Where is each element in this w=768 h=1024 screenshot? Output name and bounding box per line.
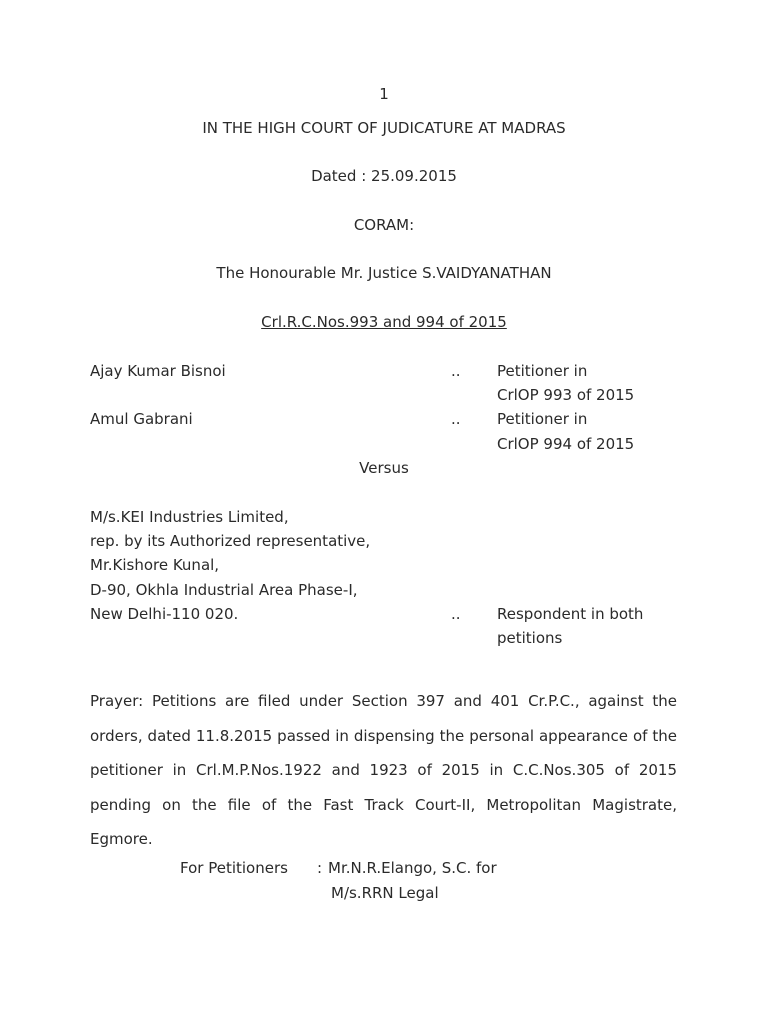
prayer-paragraph: Prayer: Petitions are filed under Section 397 and 401 Cr.P.C., against the orders, dated 11.8.2015 passed in dispensing the personal appearance of the petitioner in Crl.M.P.Nos.1922 and 1923 of 2015 in C.C.Nos.305 of 2015 pending on the file of the Fast Track Court-II, Metropolitan Magistrate, Egmore. bbox=[90, 692, 677, 848]
respondent-line-5: New Delhi-110 020. bbox=[90, 605, 239, 623]
judge-name: The Honourable Mr. Justice S.VAIDYANATHAN bbox=[216, 264, 552, 282]
petitioner-1-case: CrlOP 993 of 2015 bbox=[497, 386, 635, 404]
order-date: Dated : 25.09.2015 bbox=[311, 167, 457, 185]
petitioner-2-name: Amul Gabrani bbox=[90, 410, 193, 428]
petitioner-2-case: CrlOP 994 of 2015 bbox=[497, 435, 635, 453]
versus-label: Versus bbox=[359, 459, 409, 477]
respondent-role-cont: petitions bbox=[497, 629, 563, 647]
coram-heading: CORAM: bbox=[353, 216, 415, 234]
counsel-colon: : bbox=[317, 859, 323, 877]
petitioner-1-name: Ajay Kumar Bisnoi bbox=[90, 362, 226, 380]
respondent-role: Respondent in both bbox=[497, 605, 644, 623]
respondent-line-4: D-90, Okhla Industrial Area Phase-I, bbox=[90, 581, 358, 599]
case-numbers: Crl.R.C.Nos.993 and 994 of 2015 bbox=[261, 313, 507, 331]
petitioner-2-separator: .. bbox=[451, 410, 461, 428]
petitioner-2-role: Petitioner in bbox=[497, 410, 588, 428]
page-number: 1 bbox=[379, 85, 389, 103]
petitioner-1-separator: .. bbox=[451, 362, 461, 380]
petitioner-1-role: Petitioner in bbox=[497, 362, 588, 380]
counsel-name: Mr.N.R.Elango, S.C. for bbox=[328, 859, 497, 877]
respondent-separator: .. bbox=[451, 605, 461, 623]
counsel-label: For Petitioners bbox=[180, 859, 288, 877]
counsel-firm: M/s.RRN Legal bbox=[331, 884, 439, 902]
respondent-line-2: rep. by its Authorized representative, bbox=[90, 532, 371, 550]
court-name: IN THE HIGH COURT OF JUDICATURE AT MADRAS bbox=[202, 119, 566, 137]
respondent-line-3: Mr.Kishore Kunal, bbox=[90, 556, 220, 574]
respondent-line-1: M/s.KEI Industries Limited, bbox=[90, 508, 289, 526]
